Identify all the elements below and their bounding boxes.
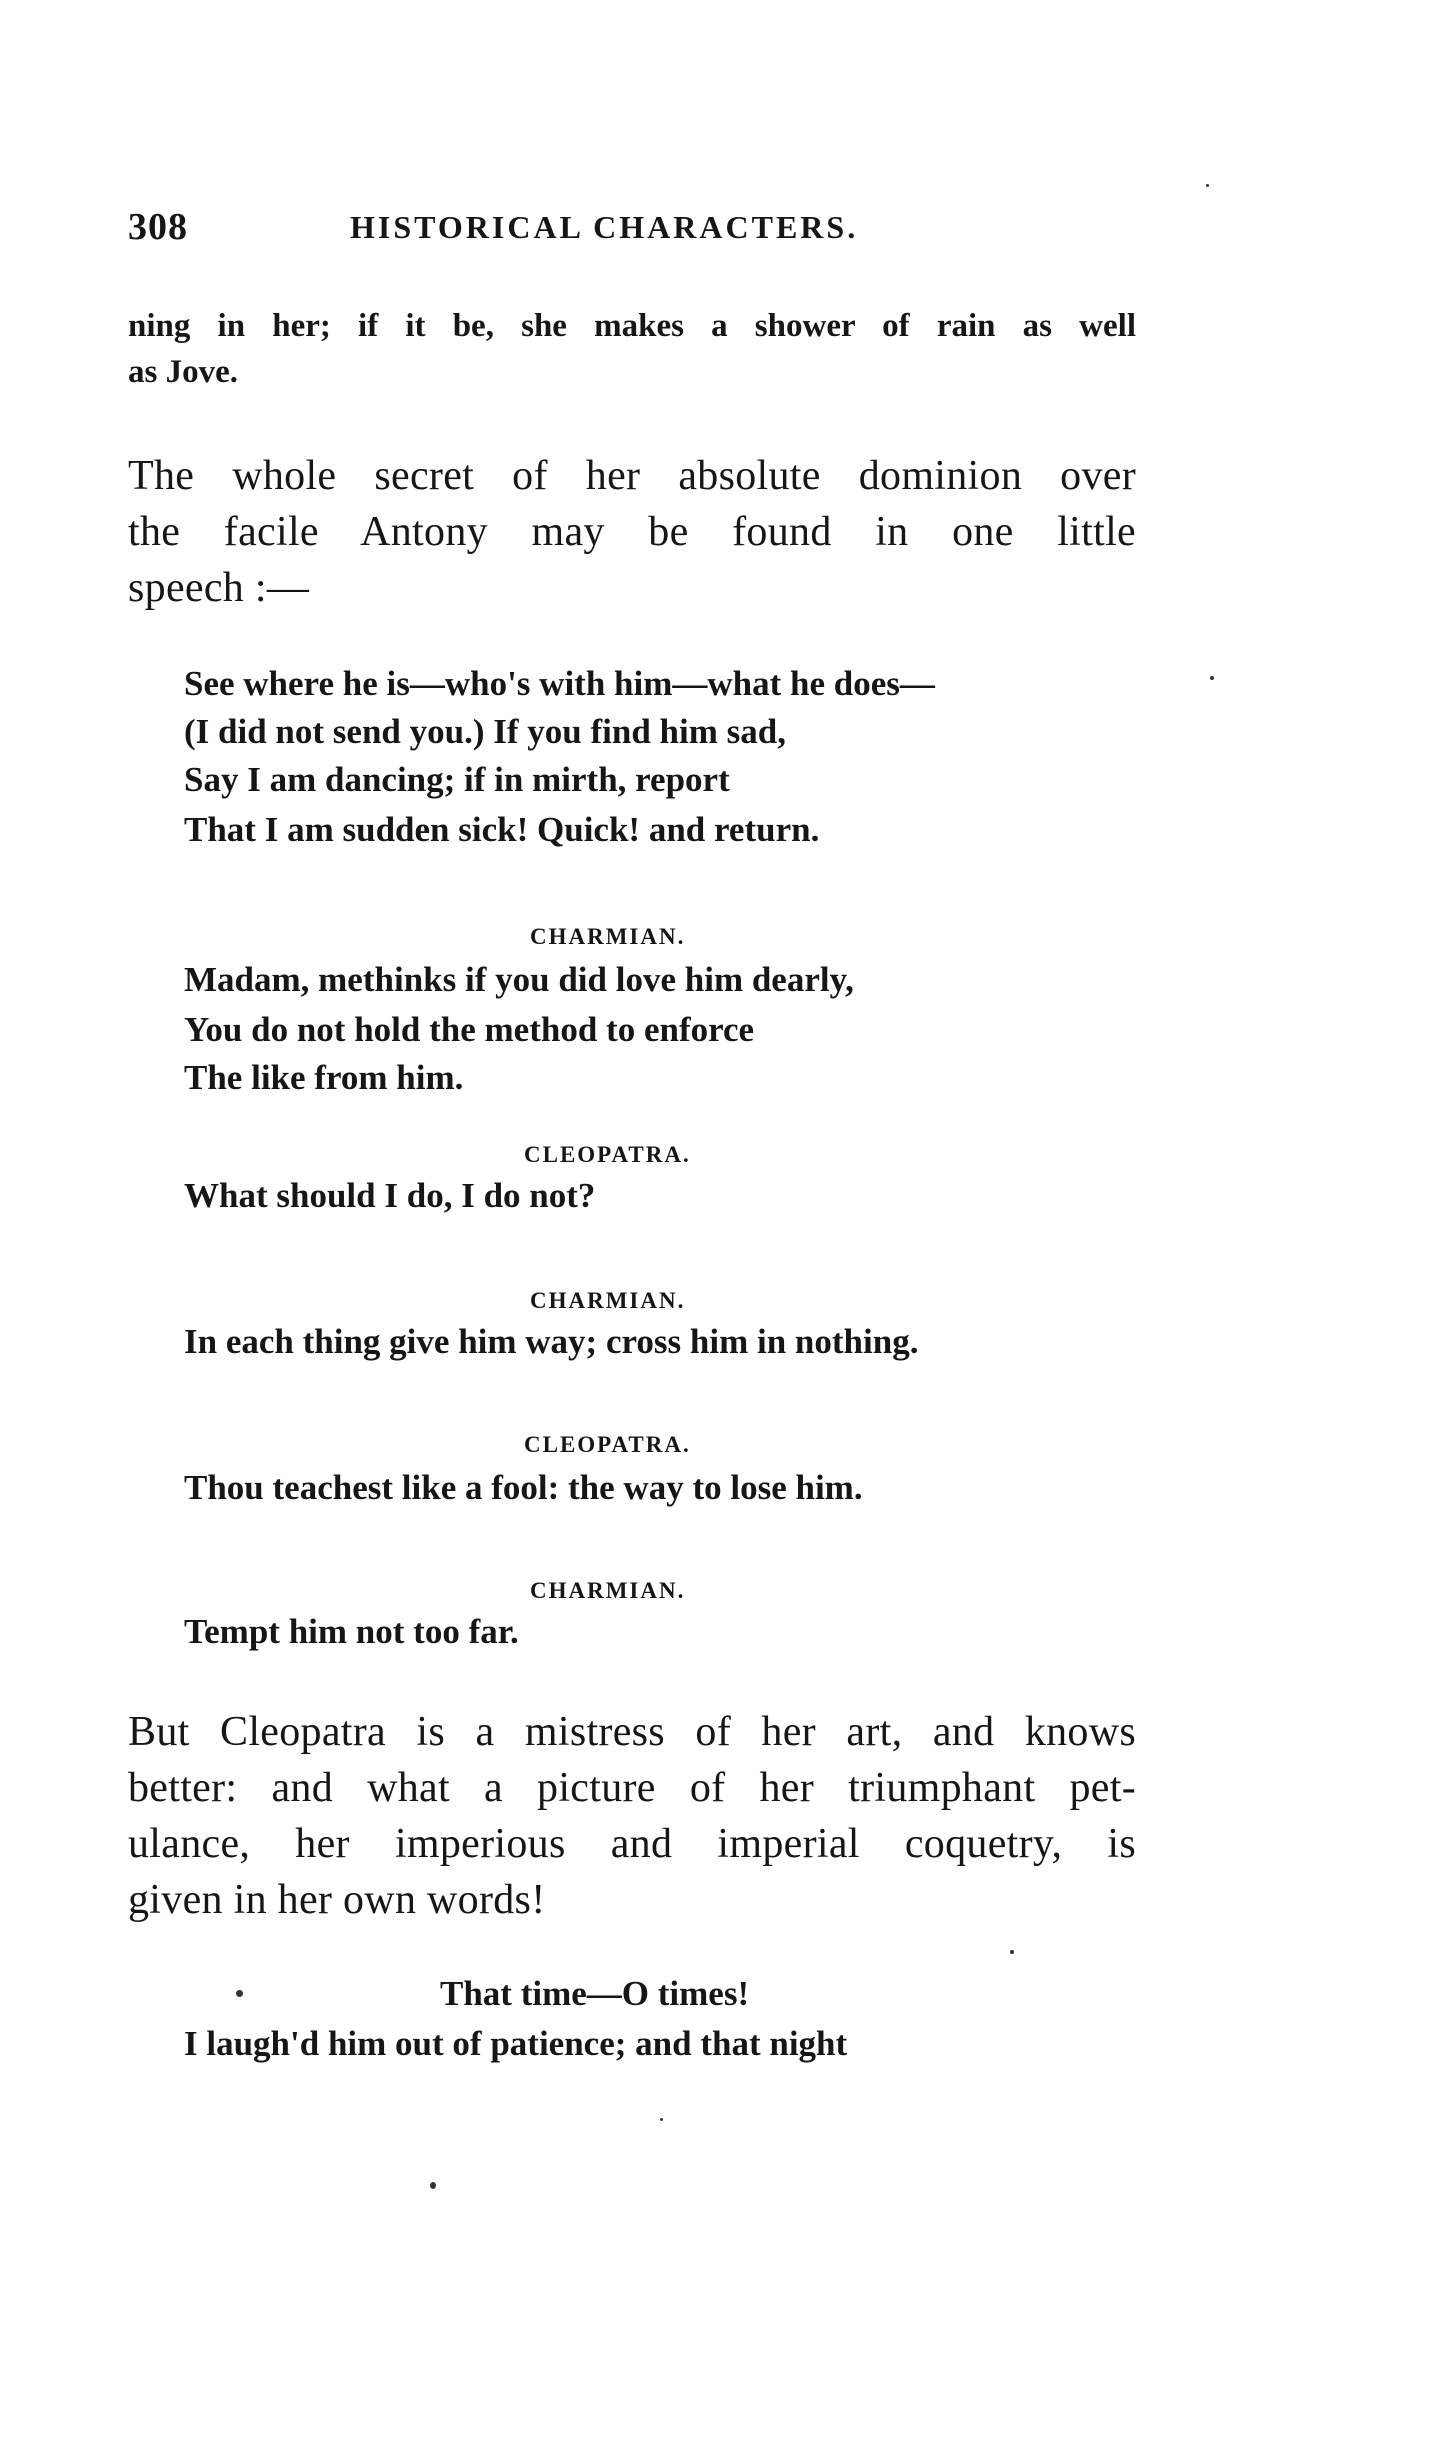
- text-line: speech :—: [128, 565, 310, 611]
- speaker-name: CLEOPATRA.: [524, 1142, 691, 1167]
- verse-line: Say I am dancing; if in mirth, report: [184, 760, 730, 799]
- text-line: The whole secret of her absolute dominion over: [128, 453, 1136, 499]
- verse-line: That time—O times!: [440, 1974, 750, 2013]
- verse-line: See where he is—who's with him—what he does—: [184, 664, 935, 703]
- scan-speck: [1210, 676, 1214, 680]
- verse-line: (I did not send you.) If you find him sad,: [184, 712, 786, 751]
- speaker-name: CHARMIAN.: [530, 924, 686, 949]
- verse-line: Tempt him not too far.: [184, 1612, 519, 1651]
- scan-speck: [236, 1990, 243, 1997]
- text-line: the facile Antony may be found in one little: [128, 509, 1136, 555]
- running-head: HISTORICAL CHARACTERS.: [350, 209, 859, 245]
- page-header: [128, 205, 1128, 255]
- verse-line: You do not hold the method to enforce: [184, 1010, 755, 1049]
- verse-line: Madam, methinks if you did love him dearly,: [184, 960, 854, 999]
- verse-line: Thou teachest like a fool: the way to lose him.: [184, 1468, 863, 1507]
- text-line: as Jove.: [128, 354, 238, 390]
- text-line: given in her own words!: [128, 1877, 546, 1923]
- speaker-name: CLEOPATRA.: [524, 1432, 691, 1457]
- text-line: ning in her; if it be, she makes a shower of rain as well: [128, 308, 1136, 344]
- page-number: 308: [128, 206, 188, 248]
- speaker-name: CHARMIAN.: [530, 1578, 686, 1603]
- text-line: But Cleopatra is a mistress of her art, and knows: [128, 1709, 1136, 1755]
- speaker-name: CHARMIAN.: [530, 1288, 686, 1313]
- scan-speck: [1010, 1950, 1014, 1954]
- verse-line: I laugh'd him out of patience; and that night: [184, 2024, 848, 2063]
- verse-line: The like from him.: [184, 1058, 464, 1097]
- scan-speck: [1206, 184, 1209, 187]
- text-line: ulance, her imperious and imperial coquetry, is: [128, 1821, 1136, 1867]
- verse-line: In each thing give him way; cross him in nothing.: [184, 1322, 919, 1361]
- verse-line: That I am sudden sick! Quick! and return.: [184, 810, 820, 849]
- verse-line: What should I do, I do not?: [184, 1176, 596, 1215]
- scan-speck: [430, 2182, 436, 2189]
- text-line: better: and what a picture of her triumphant pet-: [128, 1765, 1136, 1811]
- scan-speck: [660, 2118, 663, 2121]
